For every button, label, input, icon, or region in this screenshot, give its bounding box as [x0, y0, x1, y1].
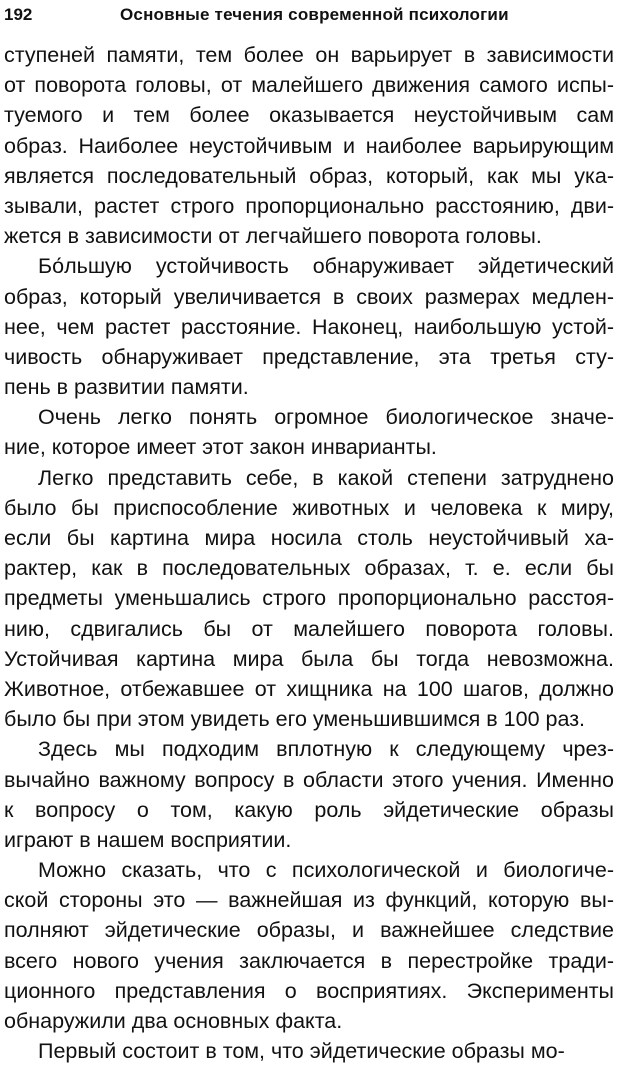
text-line: всего нового учения заключается в перестройке тради- [4, 948, 614, 973]
text-line: образ, который увеличивается в своих размерах медлен- [4, 284, 614, 309]
text-line: ступеней памяти, тем более он варьирует в зависимости [4, 43, 614, 67]
text-line: к вопросу о том, какую роль эйдетические образы [4, 797, 614, 822]
paragraph [4, 40, 614, 251]
text-line: ской стороны это — важнейшая из функций, которую вы- [4, 888, 614, 913]
text-line: жется в зависимости от легчайшего поворота головы. [4, 224, 542, 249]
text-line: образ. Наиболее неустойчивым и наиболее варьирующим [4, 133, 614, 158]
text-line: было бы при этом увидеть его уменьшившимся в 100 раз. [4, 707, 586, 732]
paragraph [4, 402, 614, 462]
text-line: от поворота головы, от малейшего движения самого испы- [4, 73, 614, 98]
paragraph [4, 1036, 614, 1066]
paragraph [4, 855, 614, 1036]
text-line: Первый состоит в том, что эйдетические образы мо- [38, 1039, 565, 1064]
text-line: ние, которое имеет этот закон инварианты. [4, 435, 437, 460]
text-line: нию, сдвигались бы от малейшего поворота головы. [4, 616, 614, 641]
text-line: является последовательный образ, который, как мы ука- [4, 163, 614, 188]
text-line: Легко представить себе, в какой степени затруднено [38, 465, 614, 490]
text-line: Очень легко понять огромное биологическое значе- [38, 405, 614, 430]
text-line: обнаружили два основных факта. [4, 1009, 343, 1033]
text-line: пень в развитии памяти. [4, 375, 249, 400]
body-text [4, 40, 614, 1066]
text-line: Животное, отбежавшее от хищника на 100 шагов, должно [4, 676, 614, 701]
paragraph [4, 463, 614, 735]
text-line: вычайно важному вопросу в области этого учения. Именно [4, 767, 614, 792]
text-line: Можно сказать, что с психологической и биологиче- [38, 858, 614, 883]
running-title: Основные течения современной психологии [120, 5, 509, 24]
text-line: ционного представления о восприятиях. Эксперименты [4, 978, 614, 1003]
paragraph [4, 251, 614, 402]
text-line: Здесь мы подходим вплотную к следующему чрез- [38, 737, 614, 762]
text-line: Устойчивая картина мира была бы тогда невозможна. [4, 646, 614, 671]
text-line: зывали, растет строго пропорционально расстоянию, дви- [4, 193, 614, 218]
text-line: играют в нашем восприятии. [4, 827, 292, 852]
text-line: если бы картина мира носила столь неустойчивый ха- [4, 526, 614, 550]
page-number: 192 [4, 5, 33, 24]
text-line: рактер, как в последовательных образах, т. е. если бы [4, 556, 614, 581]
text-line: предметы уменьшались строго пропорционально расстоя- [4, 586, 614, 611]
text-line: туемого и тем более оказывается неустойчивым сам [4, 103, 614, 128]
paragraph [4, 734, 614, 855]
text-line: полняют эйдетические образы, и важнейшее следствие [4, 918, 614, 943]
text-line: чивость обнаруживает представление, эта третья сту- [4, 344, 614, 369]
text-line: Бо́льшую устойчивость обнаруживает эйдетический [38, 254, 614, 279]
text-line: нее, чем растет расстояние. Наконец, наибольшую устой- [4, 314, 614, 339]
page-header [4, 3, 612, 27]
text-line: было бы приспособление животных и человека к миру, [4, 495, 614, 520]
